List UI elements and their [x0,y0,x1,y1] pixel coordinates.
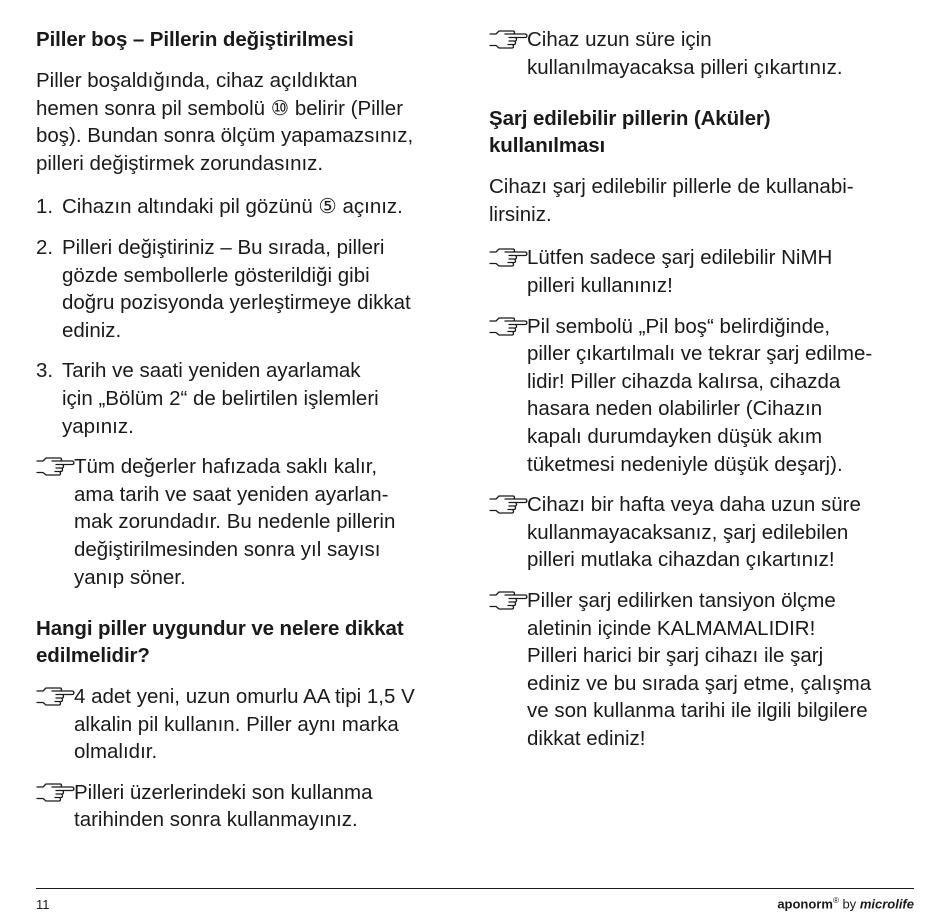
step-number: 2. [36,235,54,259]
text-line: ediniz ve bu sırada şarj etme, çalışma [527,671,872,695]
brand-by: by [838,896,860,912]
note-list [36,683,468,834]
text-line: değiştirilmesinden sonra yıl sayısı [74,537,381,561]
text-line: 4 adet yeni, uzun omurlu AA tipi 1,5 V [74,685,415,709]
text-line: mak zorundadır. Bu nedenle pillerin [74,510,396,534]
text-line: Şarj edilebilir pillerin (Aküler) [489,107,771,131]
step-list [36,193,468,440]
note-list [489,244,919,752]
pointing-hand-icon [36,781,76,803]
note-item [36,453,468,591]
text-line: pilleri mutlaka cihazdan çıkartınız! [527,548,835,572]
text-line: Tüm değerler hafızada saklı kalır, [74,455,378,479]
text-line: ama tarih ve saat yeniden ayarlan- [74,482,389,506]
section-heading-batteries-empty: Piller boş – Pillerin değiştirilmesi [36,28,354,51]
section-heading-suitable-batteries [36,615,468,669]
text-line: gözde sembollerle gösterildiği gibi [62,263,370,287]
note-list [489,26,919,81]
step-number: 3. [36,359,54,383]
pointing-hand-icon [489,28,529,50]
text-line: aletinin içinde KALMAMALIDIR! [527,616,816,640]
step-item [36,357,468,440]
text-line: Cihazın altındaki pil gözünü ⑤ açınız. [62,195,403,219]
step-item [36,193,468,221]
text-line: kapalı durumdayken düşük akım [527,424,823,448]
note-item [489,491,919,574]
intro-paragraph [489,173,919,228]
text-line: Piller boşaldığında, cihaz açıldıktan [36,69,358,92]
text-line: Cihazı şarj edilebilir pillerle de kullanabi- [489,175,854,199]
text-line: boş). Bundan sonra ölçüm yapamazsınız, [36,124,414,148]
text-line: edilmelidir? [36,644,150,668]
text-line: hasara neden olabilirler (Cihazın [527,397,823,421]
text-line: dikkat ediniz! [527,726,646,750]
text-line: lidir! Piller cihazda kalırsa, cihazda [527,369,841,393]
text-line: piller çıkartılmalı ve tekrar şarj edilme- [527,342,873,366]
pointing-hand-icon [489,246,529,268]
text-line: alkalin pil kullanın. Piller aynı marka [74,712,399,736]
text-line: Pilleri harici bir şarj cihazı ile şarj [527,644,824,668]
note-list [36,453,468,591]
text-line: Piller şarj edilirken tansiyon ölçme [527,588,836,612]
text-line: için „Bölüm 2“ de belirtilen işlemleri [62,386,379,410]
text-line: tarihinden sonra kullanmayınız. [74,808,358,832]
pointing-hand-icon [36,685,76,707]
brand-name: aponorm [777,896,833,912]
note-item [489,244,919,299]
text-line: Cihazı bir hafta veya daha uzun süre [527,493,861,517]
pointing-hand-icon [489,493,529,515]
right-column [489,26,919,765]
step-item [36,234,468,344]
text-line: Pilleri değiştiriniz – Bu sırada, pilleri [62,235,385,259]
text-line: pilleri değiştirmek zorundasınız. [36,151,324,175]
text-line: doğru pozisyonda yerleştirmeye dikkat [62,291,411,315]
text-line: Cihaz uzun süre için [527,28,712,51]
pointing-hand-icon [489,315,529,337]
text-line: Pil sembolü „Pil boş“ belirdiğinde, [527,314,831,338]
page-number: 11 [36,897,50,912]
note-item [489,587,919,753]
section-heading-rechargeable [489,105,919,159]
text-line: tüketmesi nedeniyle düşük deşarj). [527,452,843,476]
note-item [489,313,919,479]
note-item [36,683,468,766]
text-line: kullanılmayacaksa pilleri çıkartınız. [527,55,843,79]
brand-maker: microlife [859,896,914,912]
left-column [36,26,468,847]
step-number: 1. [36,195,54,219]
text-line: kullanmayacaksanız, şarj edilebilen [527,520,849,544]
note-item [489,26,919,81]
intro-paragraph [36,67,468,177]
text-line: ve son kullanma tarihi ile ilgili bilgilere [527,699,868,723]
text-line: yapınız. [62,414,134,438]
pointing-hand-icon [36,455,76,477]
note-item [36,779,468,834]
text-line: Pilleri üzerlerindeki son kullanma [74,780,373,804]
text-line: ediniz. [62,318,122,342]
text-line: yanıp söner. [74,565,186,589]
brand-reg-mark: ® [832,896,839,905]
brand-logo [777,896,914,911]
text-line: olmalıdır. [74,740,158,764]
footer-divider [36,888,914,889]
text-line: lirsiniz. [489,202,552,226]
text-line: Lütfen sadece şarj edilebilir NiMH [527,246,833,270]
pointing-hand-icon [489,589,529,611]
text-line: hemen sonra pil sembolü ⑩ belirir (Piller [36,96,404,120]
text-line: pilleri kullanınız! [527,273,673,297]
text-line: kullanılması [489,134,606,158]
text-line: Tarih ve saati yeniden ayarlamak [62,359,361,383]
text-line: Hangi piller uygundur ve nelere dikkat [36,617,404,641]
